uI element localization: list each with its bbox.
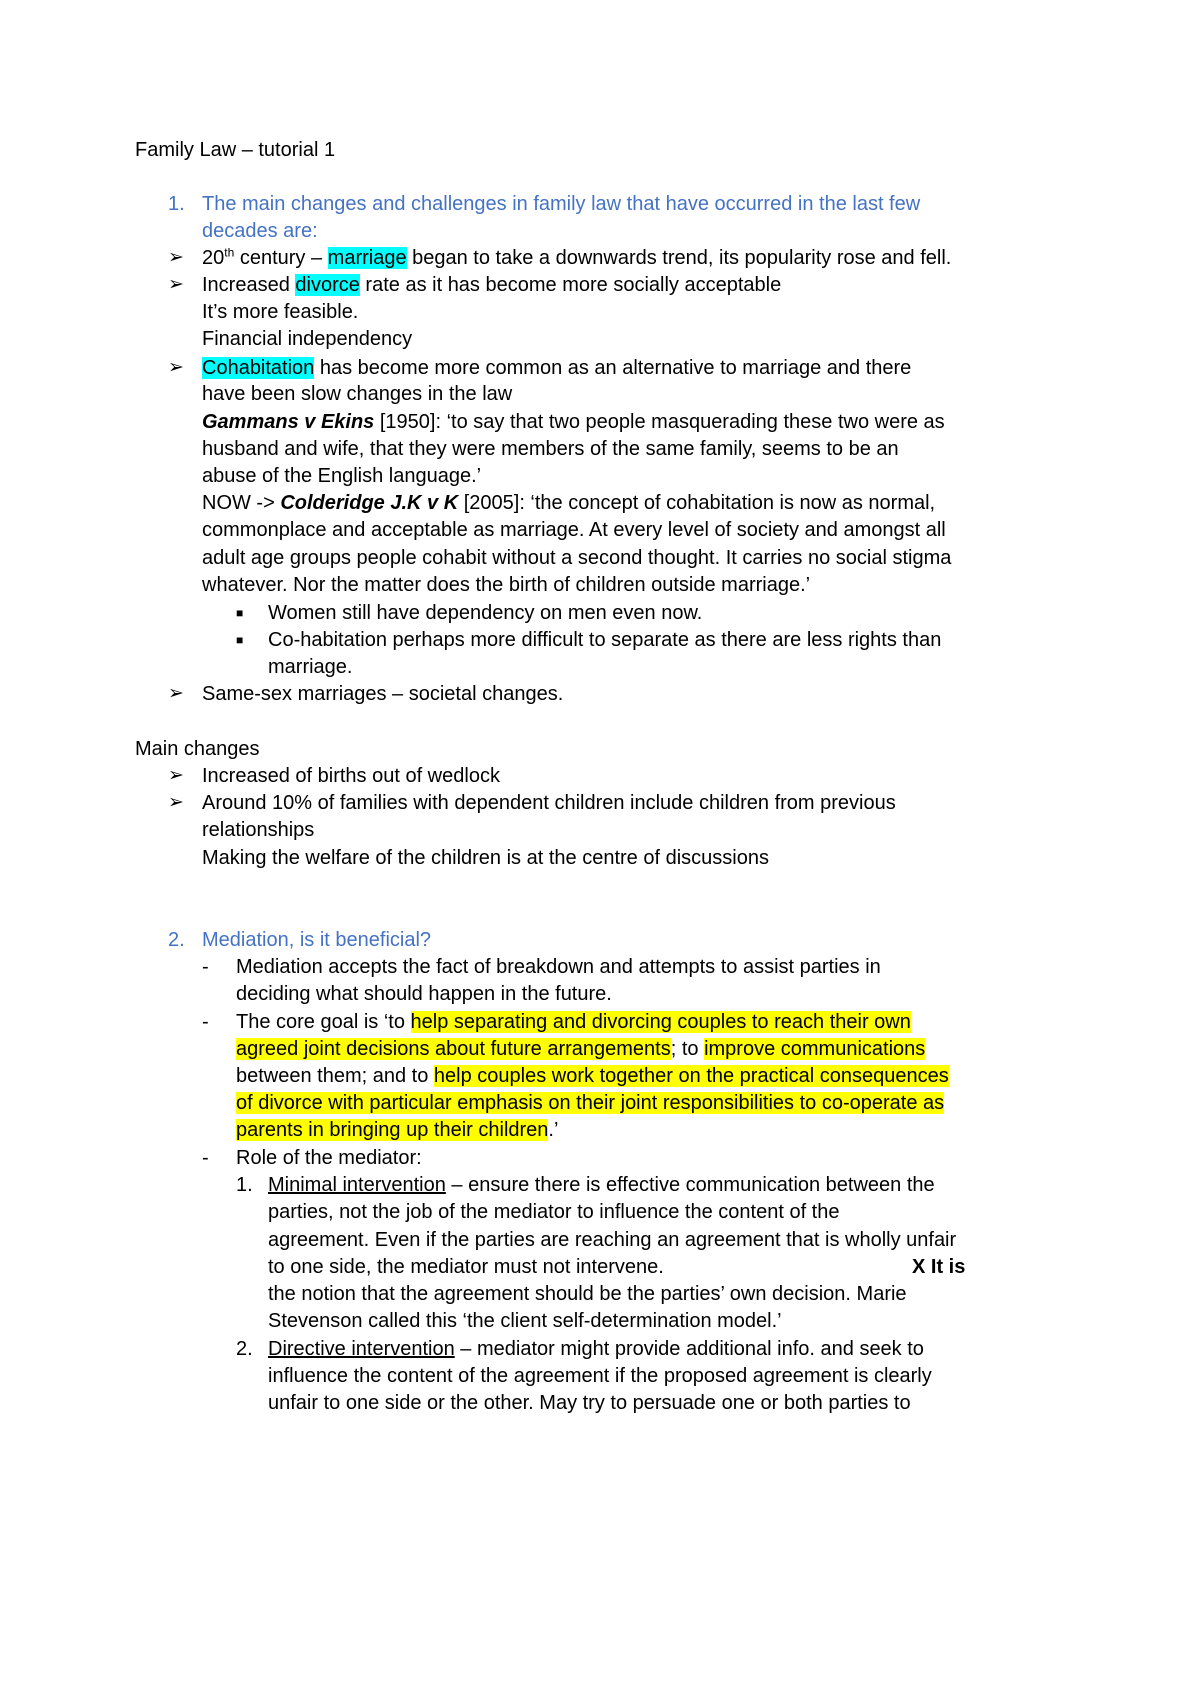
n1-x-mark: X It is bbox=[912, 1256, 966, 1278]
q1-bullet-2-line-2: It’s more feasible. bbox=[202, 301, 359, 323]
q2-dash-1-line-2: deciding what should happen in the future. bbox=[236, 983, 612, 1005]
main-changes-bullet-2-line-1: Around 10% of families with dependent children include children from previous bbox=[202, 792, 896, 814]
q1-sub-bullet-2-line-2: marriage. bbox=[268, 656, 353, 678]
n2-line-2: influence the content of the agreement if the proposed agreement is clearly bbox=[268, 1365, 932, 1387]
arrow-bullet-icon: ➢ bbox=[168, 792, 184, 813]
n2-line-1: Directive intervention – mediator might provide additional info. and seek to bbox=[268, 1338, 924, 1360]
square-bullet-icon: ■ bbox=[236, 633, 244, 647]
arrow-bullet-icon: ➢ bbox=[168, 357, 184, 378]
q2-dash-3: Role of the mediator: bbox=[236, 1147, 422, 1169]
q1-bullet-1: 20th century – marriage began to take a downwards trend, its popularity rose and fell. bbox=[202, 245, 952, 269]
q1-bullet-3: Cohabitation has become more common as an alternative to marriage and there bbox=[202, 357, 912, 379]
term-directive-intervention: Directive intervention bbox=[268, 1338, 455, 1360]
q1-bullet-2: Increased divorce rate as it has become more socially acceptable bbox=[202, 274, 782, 296]
q1-sub-bullet-1: Women still have dependency on men even now. bbox=[268, 602, 703, 624]
arrow-bullet-icon: ➢ bbox=[168, 683, 184, 704]
main-changes-bullet-2-line-3: Making the welfare of the children is at the centre of discussions bbox=[202, 847, 769, 869]
highlight-core-goal-5: of divorce with particular emphasis on their joint responsibilities to co-operate as bbox=[236, 1092, 945, 1114]
n1-line-5: the notion that the agreement should be the parties’ own decision. Marie bbox=[268, 1283, 907, 1305]
highlight-core-goal-3: improve communications bbox=[704, 1038, 926, 1060]
q2-dash-2-line-3: between them; and to help couples work together on the practical consequences bbox=[236, 1065, 949, 1087]
highlight-marriage: marriage bbox=[327, 247, 407, 269]
document-title: Family Law – tutorial 1 bbox=[135, 139, 336, 161]
q2-dash-2-line-1: The core goal is ‘to help separating and divorcing couples to reach their own bbox=[236, 1011, 911, 1033]
main-changes-bullet-2-line-2: relationships bbox=[202, 819, 315, 841]
q1-number: 1. bbox=[168, 193, 185, 215]
arrow-bullet-icon: ➢ bbox=[168, 765, 184, 786]
square-bullet-icon: ■ bbox=[236, 606, 244, 620]
highlight-core-goal-1: help separating and divorcing couples to reach their own bbox=[410, 1011, 911, 1033]
n2-number: 2. bbox=[236, 1338, 253, 1360]
q1-sub-bullet-2-line-1: Co-habitation perhaps more difficult to separate as there are less rights than bbox=[268, 629, 942, 651]
n2-line-3: unfair to one side or the other. May try to persuade one or both parties to bbox=[268, 1392, 911, 1414]
q1-bullet-3-line-9: whatever. Nor the matter does the birth of children outside marriage.’ bbox=[202, 574, 811, 596]
q1-bullet-3-case-2: NOW -> Colderidge J.K v K [2005]: ‘the concept of cohabitation is now as normal, bbox=[202, 492, 936, 514]
highlight-core-goal-4: help couples work together on the practical consequences bbox=[433, 1065, 949, 1087]
main-changes-bullet-1: Increased of births out of wedlock bbox=[202, 765, 500, 787]
n1-line-4: to one side, the mediator must not intervene. bbox=[268, 1256, 664, 1278]
q2-dash-1-line-1: Mediation accepts the fact of breakdown and attempts to assist parties in bbox=[236, 956, 881, 978]
dash-bullet-icon: - bbox=[202, 956, 209, 978]
q1-bullet-3-line-8: adult age groups people cohabit without a second thought. It carries no social stigma bbox=[202, 547, 952, 569]
q1-heading-line-1: The main changes and challenges in family law that have occurred in the last few bbox=[202, 193, 921, 215]
q1-bullet-3-line-4: husband and wife, that they were members of the same family, seems to be an bbox=[202, 438, 899, 460]
q1-heading-line-2: decades are: bbox=[202, 220, 318, 242]
q1-bullet-2-line-3: Financial independency bbox=[202, 328, 413, 350]
q2-number: 2. bbox=[168, 929, 185, 951]
dash-bullet-icon: - bbox=[202, 1011, 209, 1033]
q2-dash-2-line-2: agreed joint decisions about future arrangements; to improve communications bbox=[236, 1038, 926, 1060]
n1-line-3: agreement. Even if the parties are reaching an agreement that is wholly unfair bbox=[268, 1229, 957, 1251]
term-minimal-intervention: Minimal intervention bbox=[268, 1174, 446, 1196]
arrow-bullet-icon: ➢ bbox=[168, 274, 184, 295]
highlight-core-goal-6: parents in bringing up their children bbox=[236, 1119, 549, 1141]
q2-dash-2-line-4 bbox=[236, 1091, 944, 1115]
q1-bullet-3-line-7: commonplace and acceptable as marriage. At every level of society and amongst all bbox=[202, 519, 946, 541]
q1-bullet-4: Same-sex marriages – societal changes. bbox=[202, 683, 564, 705]
case-name-gammans: Gammans v Ekins bbox=[202, 411, 375, 433]
highlight-divorce: divorce bbox=[295, 274, 360, 296]
q1-bullet-3-case-1: Gammans v Ekins [1950]: ‘to say that two people masquerading these two were as bbox=[202, 411, 945, 433]
case-name-colderidge: Colderidge J.K v K bbox=[280, 492, 459, 514]
q1-bullet-3-line-2: have been slow changes in the law bbox=[202, 383, 513, 405]
main-changes-heading: Main changes bbox=[135, 738, 260, 760]
arrow-bullet-icon: ➢ bbox=[168, 247, 184, 268]
q2-dash-2-line-5: parents in bringing up their children.’ bbox=[236, 1119, 559, 1141]
q2-heading: Mediation, is it beneficial? bbox=[202, 929, 432, 951]
highlight-cohabitation: Cohabitation bbox=[202, 357, 315, 379]
q1-bullet-3-line-5: abuse of the English language.’ bbox=[202, 465, 482, 487]
n1-number: 1. bbox=[236, 1174, 253, 1196]
n1-line-1: Minimal intervention – ensure there is effective communication between the bbox=[268, 1174, 935, 1196]
dash-bullet-icon: - bbox=[202, 1147, 209, 1169]
n1-line-2: parties, not the job of the mediator to influence the content of the bbox=[268, 1201, 840, 1223]
highlight-core-goal-2: agreed joint decisions about future arrangements bbox=[236, 1038, 671, 1060]
n1-line-6: Stevenson called this ‘the client self-determination model.’ bbox=[268, 1310, 782, 1332]
